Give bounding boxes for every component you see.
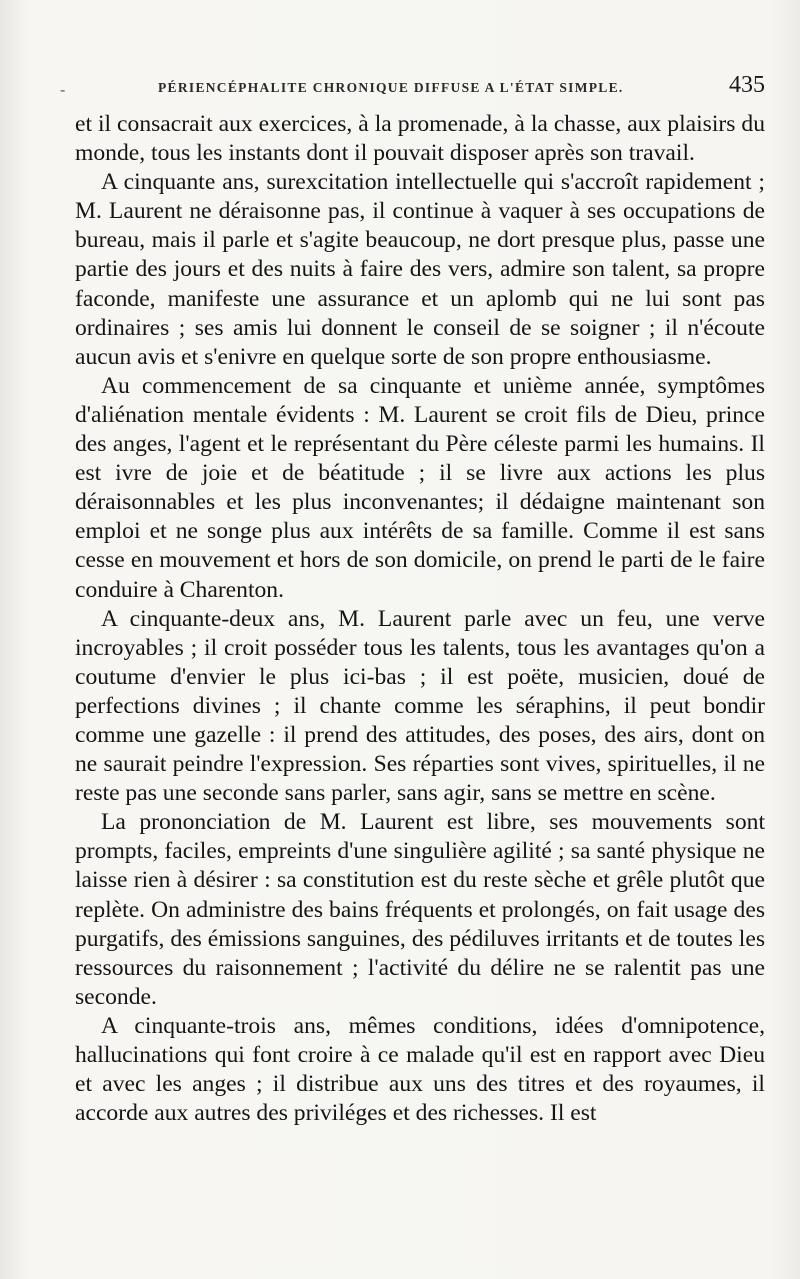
paragraph-2: A cinquante ans, surexcitation intellectuelle qui s'accroît rapidement ; M. Laurent ne déraisonne pas, il continue à vaquer à ses occupations de bureau, mais il parle et s'agite beaucoup, ne dort presque plus, passe une partie des jours et des nuits à faire des vers, admire son talent, sa propre faconde, manifeste une assurance et un aplomb qui ne lui sont pas ordinaires ; ses amis lui donnent le conseil de se soigner ; il n'écoute aucun avis et s'enivre en quelque sorte de son propre enthousiasme.: [75, 169, 765, 370]
paragraph-5: La prononciation de M. Laurent est libre, ses mouvements sont prompts, faciles, empreints d'une singulière agilité ; sa santé physique ne laisse rien à désirer : sa constitution est du reste sèche et grêle plutôt que replète. On administre des bains fréquents et prolongés, on fait usage des purgatifs, des émissions sanguines, des pédiluves irritants et de toutes les ressources du raisonnement ; l'activité du délire ne se ralentit pas une seconde.: [75, 809, 765, 1010]
running-title: PÉRIENCÉPHALITE CHRONIQUE DIFFUSE A L'ÉTAT SIMPLE.: [158, 80, 624, 95]
page-header: [60, 74, 765, 104]
paragraph-6: A cinquante-trois ans, mêmes conditions, idées d'omnipotence, hallucinations qui font croire à ce malade qu'il est en rapport avec Dieu et avec les anges ; il distribue aux uns des titres et des royaumes, il accorde aux autres des priviléges et des richesses. Il est: [75, 1012, 765, 1127]
paragraph-1: et il consacrait aux exercices, à la promenade, à la chasse, aux plaisirs du monde, tous les instants dont il pouvait disposer après son travail.: [75, 111, 765, 167]
header-dash: -: [60, 80, 66, 99]
body-text: [75, 110, 765, 1128]
page-number: 435: [729, 72, 765, 98]
paragraph-4: A cinquante-deux ans, M. Laurent parle avec un feu, une verve incroyables ; il croit posséder tous les talents, tous les avantages qu'on a coutume d'envier le plus ici-bas ; il est poëte, musicien, doué de perfections divines ; il chante comme les séraphins, il peut bondir comme une gazelle : il prend des attitudes, des poses, des airs, dont on ne saurait peindre l'expression. Ses réparties sont vives, spirituelles, il ne reste pas une seconde sans parler, sans agir, sans se mettre en scène.: [75, 605, 765, 807]
paragraph-3: Au commencement de sa cinquante et unième année, symptômes d'aliénation mentale évidents : M. Laurent se croit fils de Dieu, prince des anges, l'agent et le représentant du Père céleste parmi les humains. Il est ivre de joie et de béatitude ; il se livre aux actions les plus déraisonnables et les plus inconvenantes; il dédaigne maintenant son emploi et ne songe plus aux intérêts de sa famille. Comme il est sans cesse en mouvement et hors de son domicile, on prend le parti de le faire conduire à Charenton.: [75, 372, 765, 603]
